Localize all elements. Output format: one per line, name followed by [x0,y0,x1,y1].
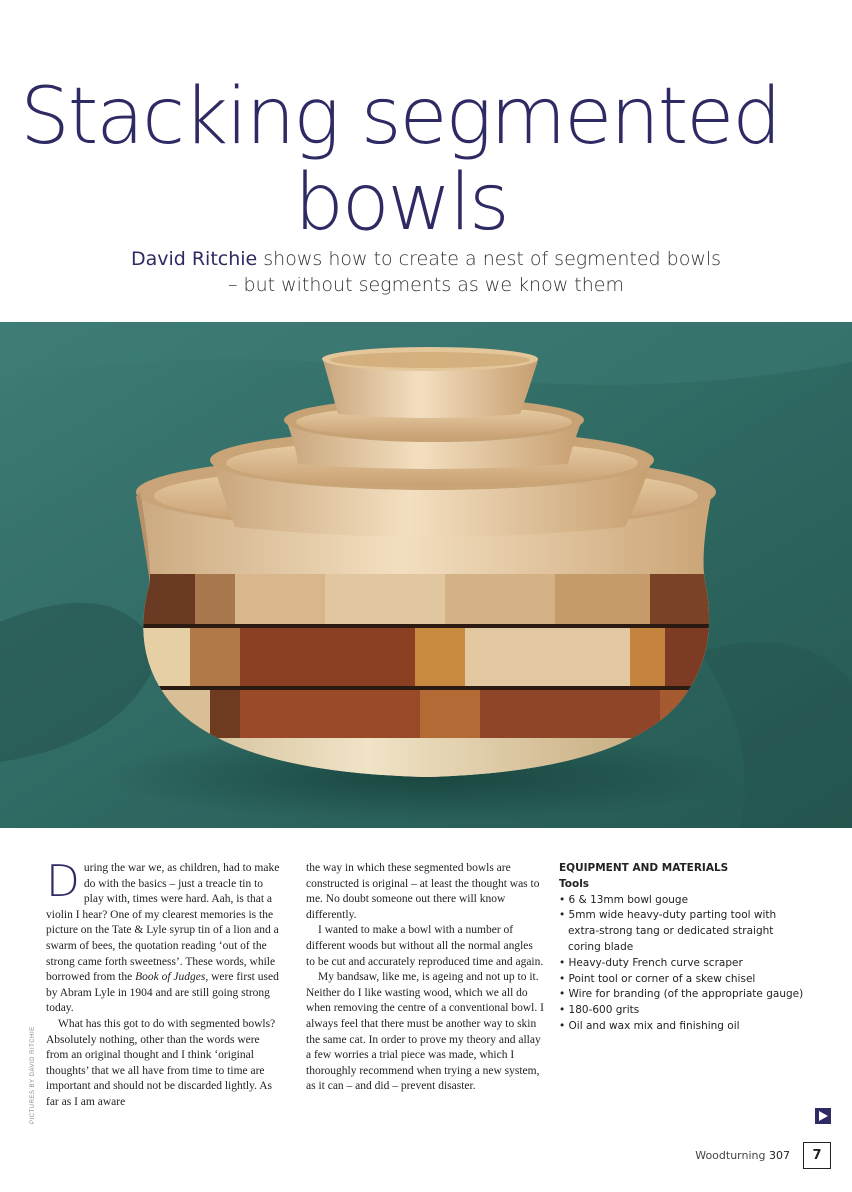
photo-credit: PICTURES BY DAVID RITCHIE [30,1026,36,1124]
list-item: • Point tool or corner of a skew chisel [559,972,756,985]
sidebar-subheading: Tools [559,877,590,890]
issue-number: 307 [769,1149,790,1162]
body-column-2 [306,861,544,1095]
equipment-sidebar [559,861,809,1035]
list-item: • 5mm wide heavy-duty parting tool with extra-strong tang or dedicated straight coring blade [559,909,777,953]
list-item: • Wire for branding (of the appropriate gauge) [559,988,804,1001]
footer-magazine [695,1149,790,1162]
body-column-1 [46,856,284,1111]
standfirst-line-2: – but without segments as we know them [227,274,624,296]
title-line-2: bowls [294,158,508,248]
list-item: • Oil and wax mix and finishing oil [559,1019,740,1032]
sidebar-heading: EQUIPMENT AND MATERIALS [559,862,729,874]
paragraph: the way in which these segmented bowls are constructed is original – at least the thought was to me. No doubt someone out there will know differently. [306,862,540,921]
paragraph-text: , were first used by Abram Lyle in 1904 and are still going strong today. [46,971,279,1015]
title-line-1: Stacking segmented [20,72,780,162]
page-number: 7 [803,1142,831,1169]
list-item: • 180-600 grits [559,1004,640,1017]
article-title [0,74,800,246]
list-item: • Heavy-duty French curve scraper [559,956,743,969]
standfirst-line-1-text: shows how to create a nest of segmented bowls [257,248,722,270]
tools-list [559,893,809,1035]
author-name: David Ritchie [130,248,258,270]
bowls-photo [0,322,852,828]
paragraph: I wanted to make a bowl with a number of different woods but without all the normal angles to be cut and accurately reproduced time and again. [306,924,544,968]
paragraph: What has this got to do with segmented bowls? Absolutely nothing, other than the words were from an original thought and I think ‘original thoughts’ that we all have from time to time are important and should not be discarded lightly. As far as I am aware [46,1017,276,1108]
paragraph [46,856,284,1017]
list-item: • 6 & 13mm bowl gouge [559,893,689,906]
paragraph: My bandsaw, like me, is ageing and not up to it. Neither do I like wasting wood, which we all do when removing the centre of a conventional bowl. I always feel that there must be another way to skin the same cat. In order to prove my theory and allay a few worries a trial piece was made, which I thoroughly recommend when trying a new system, as it can – and did – prevent disaster. [306,971,544,1093]
play-arrow-icon [815,1108,831,1124]
drop-cap: D [46,856,80,907]
standfirst-line-1 [60,246,792,272]
magazine-name: Woodturning [695,1149,766,1162]
standfirst [60,246,792,298]
paragraph-text: uring the war we, as children, had to make do with the basics – just a treacle tin to play with, times were hard. Aah, is that a violin I hear? One of my clearest memories is the picture on the Tate & Lyle syrup tin of a lion and a swarm of bees, the quotation reading ‘out of the strong came forth sweetness’. These words, while borrowed from the [46,862,280,984]
italic-title: Book of Judges [135,971,206,984]
